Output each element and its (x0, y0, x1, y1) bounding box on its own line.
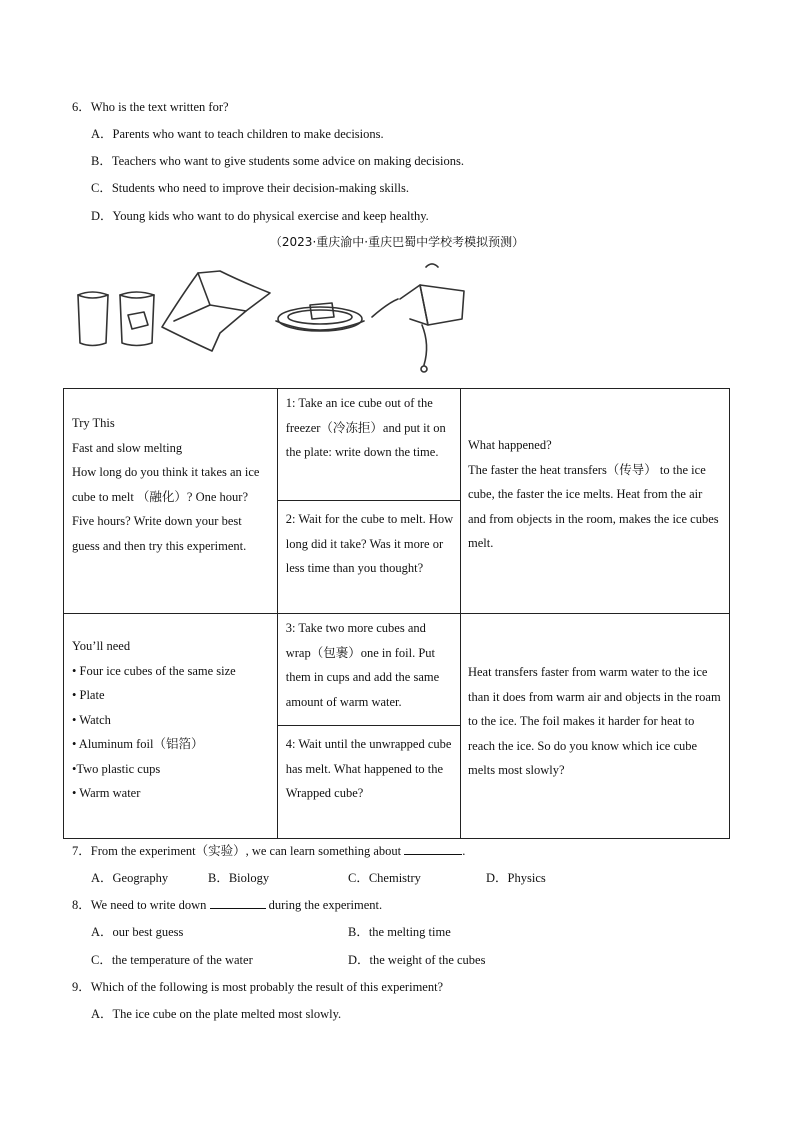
question-8-option-c: C．the temperature of the water (91, 953, 253, 967)
question-7-text: 7．From the experiment（实验）, we can learn something about (72, 844, 402, 858)
question-7-stem (72, 841, 465, 859)
step-2: 2: Wait for the cube to melt. How long did it take? Was it more or less time than you thought? (278, 500, 460, 612)
question-7-option-d: D．Physics (486, 871, 546, 885)
question-6-option-c: C．Students who need to improve their decision-making skills. (91, 181, 410, 195)
question-8-stem (72, 895, 382, 913)
question-6-option-b: B．Teachers who want to give students some advice on making decisions. (91, 154, 465, 168)
steps-1-2-cell (277, 389, 460, 614)
need-item: •Two plastic cups (72, 761, 161, 776)
what-happened-cell (460, 389, 729, 614)
water-stream (422, 325, 427, 365)
need-item: • Watch (72, 712, 111, 727)
need-item: • Aluminum foil（铝箔） (72, 737, 204, 751)
foil-sheet (162, 271, 270, 351)
question-7-options (91, 868, 546, 886)
try-this-title: Try This (72, 416, 115, 430)
question-7-option-b: B．Biology (208, 871, 270, 885)
try-this-body: How long do you think it takes an ice cube to melt （融化）? One hour? Five hours? Write down your best guess and then try this experiment. (72, 465, 260, 553)
step-1: 1: Take an ice cube out of the freezer（冷冻拒）and put it on the plate: write down the time. (285, 396, 446, 459)
answer-blank (404, 844, 462, 855)
question-6-option-a: A．Parents who want to teach children to make decisions. (91, 127, 384, 141)
source-citation: （2023·重庆渝中·重庆巴蜀中学校考模拟预测） (269, 235, 525, 249)
step-3: 3: Take two more cubes and wrap（包裹）one in foil. Put them in cups and add the same amount of warm water. (285, 621, 440, 709)
question-6-option-d: D．Young kids who want to do physical exercise and keep healthy. (91, 209, 429, 223)
question-8-option-d: D．the weight of the cubes (348, 953, 486, 967)
heat-transfer-cell (460, 614, 729, 839)
you-need-title: You’ll need (72, 639, 131, 653)
question-8-end: during the experiment. (268, 898, 383, 912)
try-this-subtitle: Fast and slow melting (72, 440, 183, 455)
what-happened-title: What happened? (467, 438, 552, 452)
plastic-cup-with-ice (120, 292, 154, 346)
question-8-text: 8．We need to write down (72, 898, 207, 912)
question-7-option-a: A．Geography (91, 871, 169, 885)
question-6-stem: 6．Who is the text written for? (72, 100, 229, 114)
experiment-illustration (70, 255, 490, 380)
question-7-option-c: C．Chemistry (348, 871, 421, 885)
steps-3-4-cell (277, 614, 460, 839)
need-item: • Four ice cubes of the same size (72, 663, 236, 678)
heat-transfer-body: Heat transfers faster from warm water to the ice than it does from warm air and objects in the roam to the ice. The foil makes it harder for heat to reach the ice. So do you know which ice cube melts most slowly? (467, 665, 721, 777)
need-item: • Warm water (72, 786, 141, 800)
step-4: 4: Wait until the unwrapped cube has melt. What happened to the Wrapped cube? (278, 725, 460, 837)
plastic-cup-left (78, 292, 108, 346)
question-7-end: . (462, 844, 466, 858)
experiment-table (63, 388, 730, 839)
ice-cube-in-cup (128, 312, 148, 329)
what-happened-body: The faster the heat transfers（传导） to the ice cube, the faster the ice melts. Heat from the air and from objects in the room, makes the ice cubes melt. (467, 462, 719, 550)
question-9-stem: 9．Which of the following is most probably the result of this experiment? (72, 980, 444, 994)
question-8-option-a: A．our best guess (91, 925, 184, 939)
try-this-cell (64, 389, 278, 614)
need-item: • Plate (72, 688, 105, 702)
question-8-option-b: B．the melting time (348, 925, 451, 939)
question-9-option-a: A．The ice cube on the plate melted most slowly. (91, 1007, 342, 1021)
answer-blank (210, 898, 266, 909)
you-need-cell (64, 614, 278, 839)
